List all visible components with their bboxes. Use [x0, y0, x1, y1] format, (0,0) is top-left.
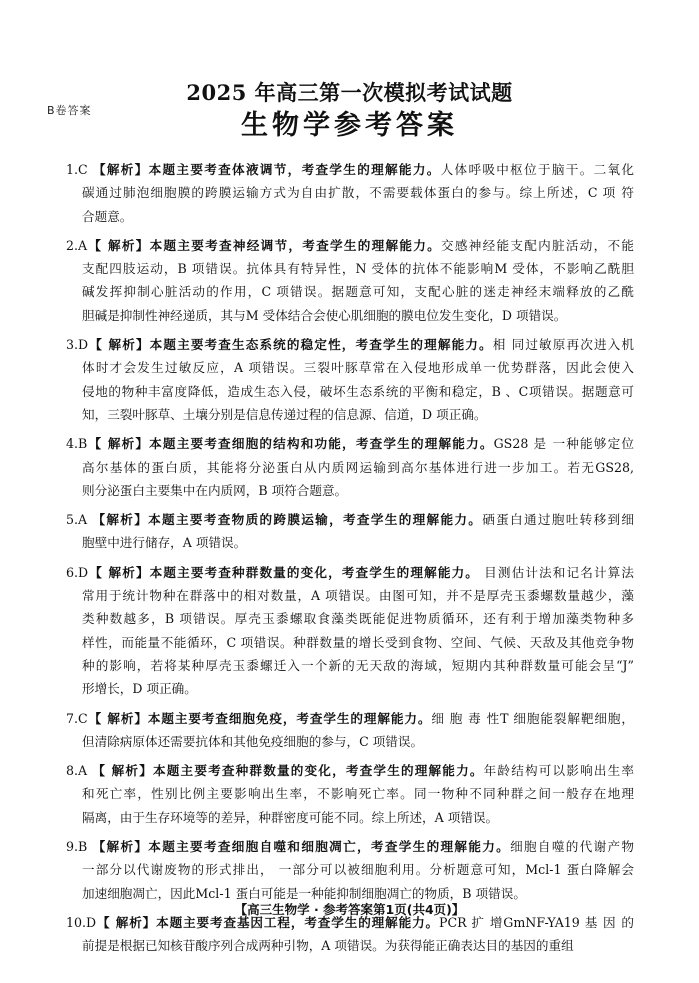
answer-line: 6.D【 解析】本题主要考查种群数量的变化，考查学生的理解能力。 目测估计法和记名计算法: [66, 564, 634, 580]
answer-list: [66, 158, 634, 964]
answer-line: 胞壁中进行储存，A 项错误。: [82, 535, 247, 551]
answer-item: [66, 759, 634, 829]
answer-line: 一部分以代谢废物的形式排出， 一部分可以被细胞利用。分析题意可知，Mcl-1 蛋白降解会: [82, 862, 634, 878]
answer-line: 类种数越多，B 项错误。厚壳玉黍螺取食藻类既能促进物质循环，还有利于增加藻类物种多: [82, 611, 634, 627]
answer-line: 7.C【 解析】本题主要考查细胞免疫，考查学生的理解能力。细 胞 毒 性T 细胞能裂解靶细胞，: [66, 710, 634, 726]
answer-line: 种的影响，若将某种厚壳玉黍螺迁入一个新的无天敌的海域，短期内其种群数量可能会呈“J”: [82, 657, 634, 673]
answer-item: [66, 835, 634, 905]
answer-line: 侵地的物种丰富度降低，造成生态入侵，破坏生态系统的平衡和稳定，B 、C项错误。据题意可: [82, 383, 634, 399]
answer-item: [66, 707, 634, 754]
answer-line: 碳通过肺泡细胞膜的跨膜运输方式为自由扩散，不需要载体蛋白的参与。综上所述，C 项 符: [82, 185, 634, 201]
answer-item: [66, 333, 634, 426]
answer-line: 9.B 【解析】本题主要考查细胞自噬和细胞凋亡，考查学生的理解能力。细胞自噬的代谢产物: [66, 839, 634, 855]
answer-line: 5.A 【解析】本题主要考查物质的跨膜运输，考查学生的理解能力。硒蛋白通过胞吐转移到细: [66, 512, 634, 528]
answer-line: 8.A 【 解析】本题主要考查种群数量的变化，考查学生的理解能力。年龄结构可以影响出生率: [66, 763, 634, 779]
answer-line: 高尔基体的蛋白质，其能将分泌蛋白从内质网运输到高尔基体进行进一步加工。若无GS28,: [82, 459, 634, 475]
answer-line: 10.D【 解析】本题主要考查基因工程，考查学生的理解能力。PCR 扩 增GmNF-YA19 基 因 的: [66, 914, 634, 930]
answer-line: 但清除病原体还需要抗体和其他免疫细胞的参与，C 项错误。: [82, 733, 424, 749]
page-footer: 【高三生物学 · 参考答案第1页(共4页)】: [234, 902, 465, 917]
answer-line: 隔离，由于生存环境等的差异，种群密度可能不同。综上所述，A 项错误。: [82, 809, 499, 825]
answer-line: 合题意。: [82, 208, 133, 224]
answer-item: [66, 508, 634, 555]
answer-line: 4.B【 解析】本题主要考查细胞的结构和功能，考查学生的理解能力。GS28 是 一种能够定位: [66, 436, 634, 452]
answer-item: [66, 432, 634, 502]
answer-line: 体时才会发生过敏反应，A 项错误。三裂叶豚草常在入侵地形成单一优势群落，因此会使入: [82, 360, 634, 376]
answer-line: 胆碱是抑制性神经递质，其与M 受体结合会使心肌细胞的膜电位发生变化，D 项错误。: [82, 307, 567, 323]
answer-line: 碱发挥抑制心脏活动的作用，C 项错误。据题意可知，支配心脏的迷走神经末端释放的乙酰: [82, 284, 634, 300]
answer-line: 3.D【 解析】本题主要考查生态系统的稳定性，考查学生的理解能力。相 同过敏原再次进入机: [66, 337, 634, 353]
answer-line: 知，三裂叶豚草、土壤分别是信息传递过程的信息源、信道，D 项正确。: [82, 406, 487, 422]
answer-line: 前提是根据已知核苷酸序列合成两种引物，A 项错误。为获得能正确表达目的基因的重组: [82, 938, 574, 954]
answer-item: [66, 234, 634, 327]
answer-line: 样性，而能量不能循环，C 项错误。种群数量的增长受到食物、空间、气候、天敌及其他竞争物: [82, 634, 634, 650]
answer-key-title: 生物学参考答案: [241, 110, 458, 141]
answer-line: 加速细胞凋亡，因此Mcl-1 蛋白可能是一种能抑制细胞凋亡的物质，B 项错误。: [82, 885, 526, 901]
answer-line: 2.A【 解析】本题主要考查神经调节，考查学生的理解能力。交感神经能支配内脏活动，不能: [66, 237, 634, 253]
exam-title: 2025 年高三第一次模拟考试试题: [186, 80, 513, 105]
answer-line: 则分泌蛋白主要集中在内质网，B 项符合题意。: [82, 482, 348, 498]
answer-line: 常用于统计物种在群落中的相对数量，A 项错误。由图可知，并不是厚壳玉黍螺数量越少，藻: [82, 588, 634, 604]
answer-item: [66, 561, 634, 701]
answer-line: 1.C 【解析】本题主要考查体液调节，考查学生的理解能力。人体呼吸中枢位于脑干。二氧化: [66, 162, 634, 177]
paper-version-tag: B卷答案: [47, 104, 92, 117]
answer-line: 和死亡率，性别比例主要影响出生率，不影响死亡率。同一物种不同种群之间一般存在地理: [82, 786, 634, 802]
answer-line: 形增长，D 项正确。: [82, 681, 197, 697]
answer-item: [66, 158, 634, 228]
answer-line: 支配四肢运动，B 项错误。抗体具有特异性，N 受体的抗体不能影响M 受体，不影响乙酰胆: [82, 261, 634, 277]
